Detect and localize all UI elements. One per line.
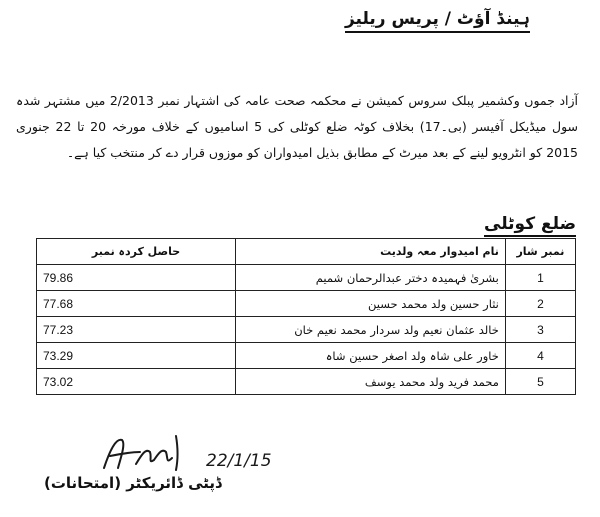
- candidate-name-cell: خاور علی شاہ ولد اصغر حسین شاہ: [236, 343, 506, 369]
- serial-cell: 1: [505, 265, 575, 291]
- candidate-name-cell: نثار حسین ولد محمد حسین: [236, 291, 506, 317]
- serial-cell: 3: [505, 317, 575, 343]
- district-title: ضلع کوٹلی: [484, 213, 576, 237]
- handwritten-signature: [96, 430, 286, 478]
- signature-date: 22/1/15: [206, 451, 272, 471]
- marks-cell: 73.29: [37, 343, 236, 369]
- results-header-row: [37, 239, 576, 265]
- marks-cell: 77.23: [37, 317, 236, 343]
- document-heading: ہینڈ آؤٹ / پریس ریلیز: [345, 8, 530, 33]
- signatory-designation: ڈپٹی ڈائریکٹر (امتحانات): [44, 474, 222, 492]
- serial-cell: 4: [505, 343, 575, 369]
- candidate-name-cell: خالد عثمان نعیم ولد سردار محمد نعیم خان: [236, 317, 506, 343]
- table-row: [37, 369, 576, 395]
- marks-cell: 73.02: [37, 369, 236, 395]
- candidate-name-cell: بشریٰ فہمیدہ دختر عبدالرحمان شمیم: [236, 265, 506, 291]
- candidate-name-column-header: نام امیدوار معہ ولدیت: [236, 239, 506, 265]
- marks-cell: 79.86: [37, 265, 236, 291]
- marks-cell: 77.68: [37, 291, 236, 317]
- candidate-name-cell: محمد فرید ولد محمد یوسف: [236, 369, 506, 395]
- serial-cell: 2: [505, 291, 575, 317]
- results-table: [36, 238, 576, 395]
- table-row: [37, 317, 576, 343]
- serial-cell: 5: [505, 369, 575, 395]
- serial-column-header: نمبر شار: [505, 239, 575, 265]
- marks-column-header: حاصل کردہ نمبر: [37, 239, 236, 265]
- table-row: [37, 291, 576, 317]
- table-row: [37, 265, 576, 291]
- press-release-body: آزاد جموں وکشمیر پبلک سروس کمیشن نے محکمہ صحت عامہ کی اشتہار نمبر 2/2013 میں مشتہر شدہ سول میڈیکل آفیسر (بی۔17) بخلاف کوٹہ ضلع کوٹلی کی 5 اسامیوں کے خلاف مورخہ 20 تا 22 جنوری 2015 کو انٹرویو لینے کے بعد میرٹ کے مطابق بذیل امیدواران کو موزوں قرار دے کر منتخب کیا ہے۔: [16, 93, 578, 160]
- table-row: [37, 343, 576, 369]
